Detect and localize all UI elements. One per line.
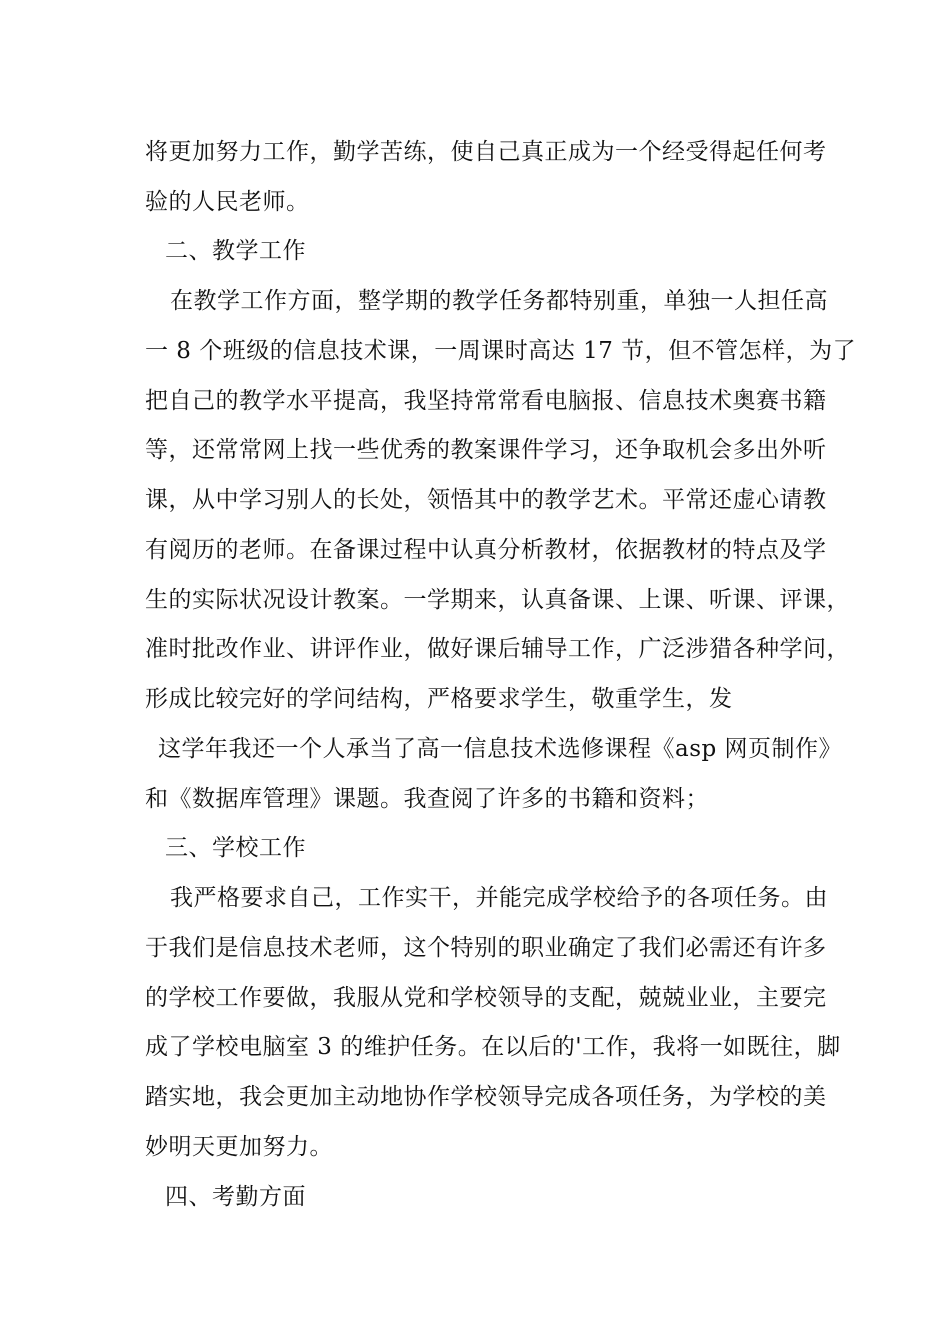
paragraph-line: 的学校工作要做，我服从党和学校领导的支配，兢兢业业，主要完 bbox=[145, 985, 827, 1011]
paragraph-line: 在教学工作方面，整学期的教学任务都特别重，单独一人担任高 bbox=[170, 288, 828, 314]
paragraph-line: 形成比较完好的学问结构，严格要求学生，敬重学生，发 bbox=[145, 686, 733, 712]
paragraph-line: 将更加努力工作，勤学苦练，使自己真正成为一个经受得起任何考 bbox=[145, 139, 827, 165]
paragraph-line: 我严格要求自己，工作实干，并能完成学校给予的各项任务。由 bbox=[170, 885, 828, 911]
paragraph-line: 一 8 个班级的信息技术课，一周课时高达 17 节，但不管怎样，为了 bbox=[145, 338, 857, 364]
section-heading-teaching: 二、教学工作 bbox=[165, 238, 306, 264]
paragraph-line: 生的实际状况设计教案。一学期来，认真备课、上课、听课、评课， bbox=[145, 587, 850, 613]
paragraph-line: 课，从中学习别人的长处，领悟其中的教学艺术。平常还虚心请教 bbox=[145, 487, 827, 513]
paragraph-line: 准时批改作业、讲评作业，做好课后辅导工作，广泛涉猎各种学问， bbox=[145, 636, 850, 662]
paragraph-line: 有阅历的老师。在备课过程中认真分析教材，依据教材的特点及学 bbox=[145, 537, 827, 563]
paragraph-line: 踏实地，我会更加主动地协作学校领导完成各项任务，为学校的美 bbox=[145, 1084, 827, 1110]
section-heading-school: 三、学校工作 bbox=[165, 835, 306, 861]
paragraph-line: 验的人民老师。 bbox=[145, 189, 310, 215]
paragraph-line: 等，还常常网上找一些优秀的教案课件学习，还争取机会多出外听 bbox=[145, 437, 827, 463]
section-heading-attendance: 四、考勤方面 bbox=[165, 1184, 306, 1210]
paragraph-line: 这学年我还一个人承当了高一信息技术选修课程《asp 网页制作》 bbox=[158, 736, 843, 762]
paragraph-line: 和《数据库管理》课题。我查阅了许多的书籍和资料； bbox=[145, 786, 709, 812]
paragraph-line: 妙明天更加努力。 bbox=[145, 1134, 333, 1160]
paragraph-line: 成了学校电脑室 3 的维护任务。在以后的'工作，我将一如既往，脚 bbox=[145, 1034, 841, 1060]
paragraph-line: 于我们是信息技术老师，这个特别的职业确定了我们必需还有许多 bbox=[145, 935, 827, 961]
paragraph-line: 把自己的教学水平提高，我坚持常常看电脑报、信息技术奥赛书籍 bbox=[145, 388, 827, 414]
